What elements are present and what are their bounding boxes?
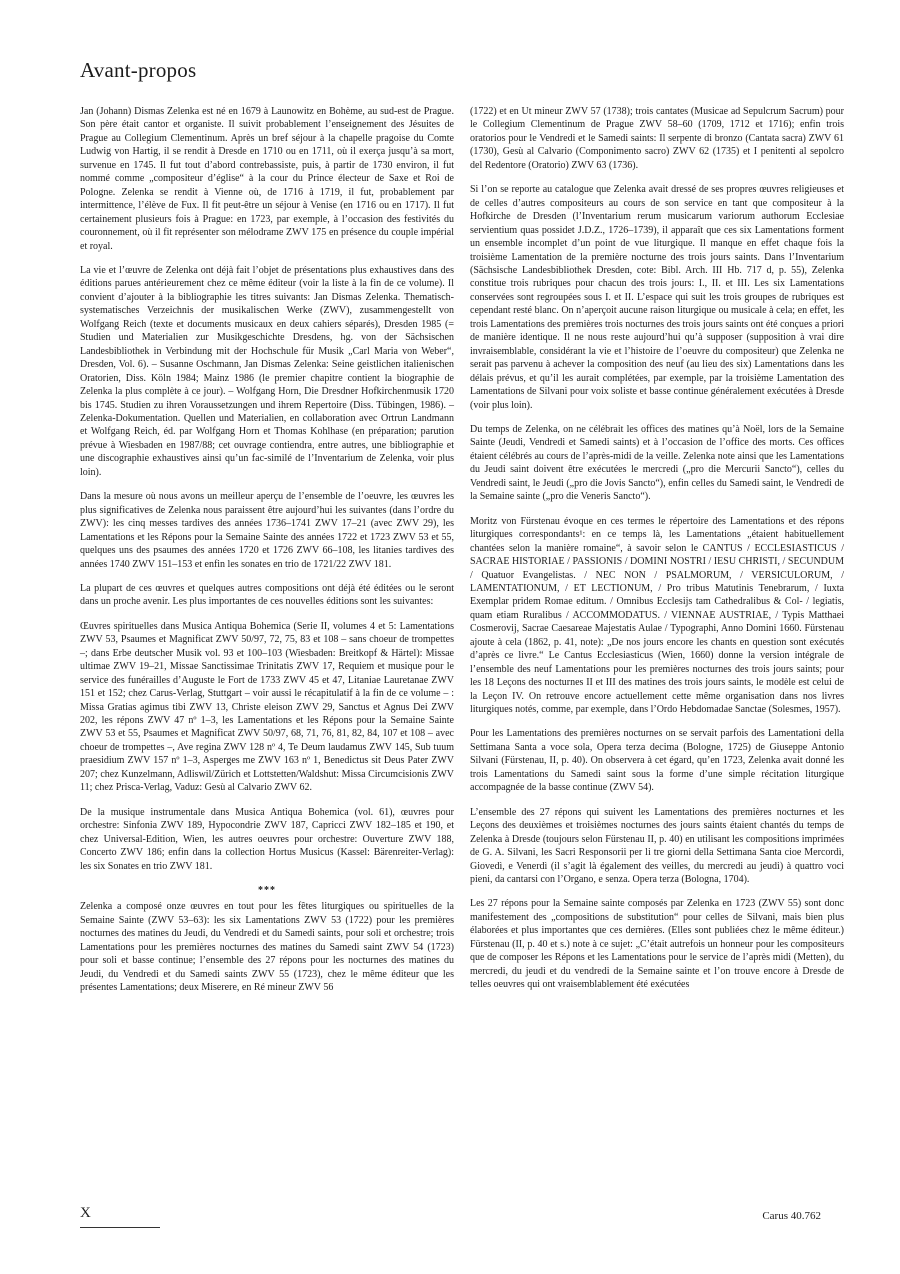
paragraph-instrumental-works: De la musique instrumentale dans Musica Antiqua Bohemica (vol. 61), œuvres pour orchestre: Sinfonia ZWV 189, Hypocondrie ZWV 187, Capricci ZWV 182–185 et 190, et chez Universal-Edition, Wien, les autres oeuvres pour orchestre: Ouverture ZWV 188, Concerto ZWV 186; enfin dans la collection Hortus Musicus (Kassel: Bärenreiter-Verlag): les six Sonates en trio ZWV 181. — [80, 806, 454, 872]
page-title: Avant-propos — [80, 58, 197, 82]
paragraph-furstenau: Moritz von Fürstenau évoque en ces termes le répertoire des Lamentations et des répons liturgiques correspondants¹: en ce temps là, les Lamentations „étaient habituellement chantées selon la manière romaine“, à savoir selon le CANTUS / ECCLESIASTICUS / SACRAE HISTORIAE / PASSIONIS / DOMINI NOSTRI / IESU CHRISTI, / SECUNDUM / Quatuor Evangelistas. / NEC NON / PSALMORUM, / VERSICULORUM, / LAMENTATIONUM, / ET LECTIONUM, / Pro tribus Matutinis Tenebrarum, / Iuxta Exemplar pridem Romae editum. / Omnibus Ecclesijs tam Cathedralibus & Col- / legiatis, quam etiam Ruralibus / ACCOMMODATUS. / VIENNAE AUSTRIAE, / Typis Matthaei Cosmerovij, Sacrae Caesareae Majestatis Aulae / Typographi, Anno Domini 1660. Fürstenau ajoute à cela (1862, p. 41, note): „De nos jours encore les chants en question sont exécutés d’après ce livre.“ Le Cantus Ecclesiasticus (Wien, 1660) donne la version intégrale de l’ensemble des neuf Lamentations pour les premières nocturnes des trois jours saints; pour les 18 Leçons des nocturnes II et III des matines des trois jours saints, le modèle est celui de la Leçon IV. On retrouve encore actuellement cette même organisation dans nos livres liturgiques notés, comme, par exemple, dans l’Ordo Hebdomadae Sanctae (Solesmes, 1957). — [470, 515, 844, 716]
paragraph-silvani-lamentations: Pour les Lamentations des premières nocturnes on se servait parfois des Lamentationi della Settimana Santa a voce sola, Opera terza decima (Bologne, 1725) de Giuseppe Antonio Silvani (Fürstenau, II, p. 40). On observera à cet égard, qu’en 1723, Zelenka avait donné les trois Lamentations du Samedi saint sous la forme d’une simple récitation liturgique accompagnée de la basse continue (ZWV 54). — [470, 728, 844, 794]
paragraph-oratorios: (1722) et en Ut mineur ZWV 57 (1738); trois cantates (Musicae ad Sepulcrum Sacrum) pour le Collegium Clementinum de Prague ZWV 58–60 (1709, 1712 et 1716); enfin trois oratorios pour le Vendredi et le Samedi saints: Il serpente di bronzo (Cantata sacra) ZWV 61 (1730), Gesù al Calvario (Componimento sacro) ZWV 62 (1735) et I penitenti al sepolcro del Redentore (Oratorio) ZWV 63 (1736). — [470, 106, 844, 171]
paragraph-biography: Jan (Johann) Dismas Zelenka est né en 1679 à Launowitz en Bohème, au sud-est de Prague. Son père était cantor et organiste. Il suivit probablement l’enseignement des Jésuites de Prague au Collegium Clementinum. Après un bref séjour à la chapelle pragoise du Comte Ludwig von Hartig, il se rendit à Dresde en 1710 ou en 1711, où il exerça jusqu’à sa mort, survenue en 1745. Il fut tout d’abord contrebassiste, puis, à partir de 1730 environ, il fut nommé comme „compositeur d’église“ à la cour du Prince électeur de Saxe et Roi de Pologne. Zelenka se rendit à Vienne où, de 1716 à 1719, il fut, probablement par intermittence, l’élève de Fux. Il fit peut-être un séjour à Venise (en 1716 ou en 1717). Il fut certainement plusieurs fois à Prague: en 1723, par exemple, à l’occasion des festivités du couronnement, où il fit représenter son mélodrame ZWV 175 en présence du couple impérial et royal. — [80, 106, 454, 252]
paragraph-significant-works: Dans la mesure où nous avons un meilleur aperçu de l’ensemble de l’oeuvre, les œuvres les plus significatives de Zelenka nous paraissent être aujourd’hui les suivantes (dans l’ordre du ZWV): les cinq messes tardives des années 1736–1741 ZWV 17–21 (avec ZWV 29), les Lamentations et les Répons pour la Semaine Sainte des années 1722 et 1723 ZWV 53 et 55, quelques uns des psaumes des années 1720 et 1726 ZWV 66–108, les litanies tardives des années 1740 ZWV 151–153 et enfin les sonates en trio de 1721/22 ZWV 181. — [80, 491, 454, 570]
footer-divider — [80, 1227, 160, 1228]
paragraph-responses: L’ensemble des 27 répons qui suivent les Lamentations des premières nocturnes et les Leçons des deuxièmes et troisièmes nocturnes des jours saints étaient chantés du temps de Zelenka à Dresde (toujours selon Fürstenau II, p. 40) en utilisant les compositions imprimées de G. A. Silvani, les Sacri Responsorii per li tre giorni della Settimana Santa cioe Mercordì, Giovedì, e Venerdì (il s’agit là également des veilles, du mercredi au jeudi) à quattro voci pieni, da cantarsi con l’Organo, e senza. Opera terza (Bologna, 1704). — [470, 806, 844, 886]
paragraph-matins: Du temps de Zelenka, on ne célébrait les offices des matines qu’à Noël, lors de la Semaine Sainte (Jeudi, Vendredi et Samedi saints) et à l’occasion de l’office des morts. Ces offices étaient célébrés au cours de l’après-midi de la veille. Zelenka note ainsi que les Lamentations du Jeudi saint doivent être exécutées le mercredi („pro die Mercurii Sancto“), celles du Vendredi saint, le Jeudi („pro die Jovis Sancto“), enfin celles du Samedi saint, le Vendredi de la Semaine sainte („pro die Veneris Sancto“). — [470, 423, 844, 503]
paragraph-bibliography: La vie et l’œuvre de Zelenka ont déjà fait l’objet de présentations plus exhaustives dans des éditions parues antérieurement chez ce même éditeur (voir la liste à la fin de ce volume). Il convient d’ajouter à la bibliographie les titres suivants: Jan Dismas Zelenka. Thematisch-systematisches Verzeichnis der musikalischen Werke (ZWV), zusammengestellt von Wolfgang Reich (texte et documents musicaux en deux cahiers séparés), Dresden 1985 (= Studien und Materialien zur Musikgeschichte Dresdens, hg. von der Sächsischen Landesbibliothek in Verbindung mit der Hochschule für Musik „Carl Maria von Weber“, Dresden, Vol. 6). – Susanne Oschmann, Jan Dismas Zelenka: Seine geistlichen italienischen Oratorien, Diss. Köln 1984; Mainz 1986 (le premier chapitre contient la biographie de Zelenka la plus complète à ce jour). – Wolfgang Horn, Die Dresdner Hofkirchenmusik 1720 bis 1745. Studien zu ihren Voraussetzungen und ihrem Repertoire (Diss. Tübingen, 1986). – Zelenka-Dokumentation. Quellen und Materialien, en collaboration avec Ortrun Landmann et Wolfgang Reich, éd. par Wolfgang Horn et Thomas Kohlhase (en préparation; parution prévue à Wiesbaden en 1987/88; cet ouvrage contiendra, entre autres, une bibliographie et une discographie exhaustives ainsi qu’un fac-similé de l’Inventarium de Zelenka, voir plus loin). — [80, 264, 454, 478]
publisher-reference: Carus 40.762 — [762, 1210, 821, 1222]
right-text-column — [470, 105, 844, 1003]
paragraph-zwv55: Les 27 répons pour la Semaine sainte composés par Zelenka en 1723 (ZWV 55) sont donc manifestement des „compositions de substitution“ pour celles de Silvani, mais bien plus élaborées et plus importantes que ces dernières. (Elles sont publiées chez le même éditeur.) Fürstenau (II, p. 40 et s.) note à ce sujet: „C’était autrefois un honneur pour les compositeurs que de composer les Répons et les Lamentations pour le service de l’après midi (Metten), du mercredi, du jeudi et du vendredi de la Semaine sainte et l’on trouve encore à Dresde de telles oeuvres qui ont vraisemblablement été exécutées — [470, 898, 844, 991]
paragraph-inventarium: Si l’on se reporte au catalogue que Zelenka avait dressé de ses propres œuvres religieuses et de celles d’autres compositeurs au cours de son service en tant que compositeur à la Hofkirche de Dresden (l’Inventarium rerum musicarum variorum authorum Ecclesiae servientium quas possidet J.D.Z., 1726–1739), il apparaît que ces six Lamentations forment un ensemble incomplet d’un point de vue liturgique. Il manque en effet chaque fois la troisième Lamentation de la première nocturne des trois jours saints. Dans l’Inventarium (Sächsische Landesbibliothek Dresden, cote: Bibl. Arch. III Hb. 717 d, p. 55), Zelenka constitue trois rubriques pour chacun des trois jours: I., II. et III. Les six Lamentations conservées sont regroupées sous I. et II. L’espace qui suit les trois groupes de rubriques est cependant resté blanc. On n’aperçoit aucune raison liturgique ou musicale à cela; en effet, les trois Lamentations des premières trois nocturnes des trois jours saints ont été conçues a priori de manière identique. Il ne nous reste aujourd’hui qu’à supposer (supposition à vrai dire invraisemblable, considérant la vie et l’histoire de l’oeuvre du compositeur) que Zelenka ne serait pas parvenu à achever la composition des neuf (au lieu des six) Lamentations dans les délais prévus, et qu’il les aurait complétées, par exemple, par la troisième Lamentation des Lamentations de Silvani pour voix soliste et basse continue généralement exécutées à Dresde (voir plus loin). — [470, 184, 844, 411]
paragraph-spiritual-works: Œuvres spirituelles dans Musica Antiqua Bohemica (Serie II, volumes 4 et 5: Lamentations ZWV 53, Psaumes et Magnificat ZWV 50/97, 72, 75, 83 et 108 – sans choeur de trompettes –; dans Erbe deutscher Musik vol. 93 et 100–103 (Wiesbaden: Breitkopf & Härtel): Missae ultimae ZWV 19–21, Missae Sanctissimae Trinitatis ZWV 17, Requiem et musique pour le service des funérailles d’Auguste le Fort de 1733 ZWV 45 et 47, Litaniae Lauretanae ZWV 151 et 152; chez Carus-Verlag, Stuttgart – voir aussi le récapitulatif à la fin de ce volume – : Missa Gratias agimus tibi ZWV 13, Christe eleison ZWV 29, Sanctus et Agnus Dei ZWV 202, les répons ZWV 47 nº 1–3, les Lamentations et les Répons pour la Semaine Sainte ZWV 53 et 55, Psaumes et Magnificat ZWV 50/97, 68, 71, 76, 81, 82, 84, 107 et 108 – avec choeur de trompettes –, Ave regina ZWV 128 nº 4, Te Deum laudamus ZWV 145, Sub tuum praesidium ZWV 157 nº 1–3, Asperges me ZWV 163 nº 1, Benedictus sit Deus Pater ZWV 207; chez Kunzelmann, Adliswil/Zürich et Lottstetten/Waldshut: Missa Circumcisionis ZWV 11; chez Prisca-Verlag, Vaduz: Gesù al Calvario ZWV 62. — [80, 620, 454, 794]
left-text-column — [80, 105, 454, 1006]
page-number: X — [80, 1205, 91, 1221]
paragraph-holy-week-works: Zelenka a composé onze œuvres en tout pour les fêtes liturgiques ou spirituelles de la Semaine Sainte (ZWV 53–63): les six Lamentations ZWV 53 (1722) pour les premières nocturnes des matines du Jeudi, du Vendredi et du Samedi saints, pour soli et orchestre; trois Lamentations pour les premières nocturnes des matines du Samedi saint ZWV 54 (1723) pour soli et basse continue; l’ensemble des 27 répons pour les nocturnes des matines du Jeudi, du Vendredi et du Samedi saints ZWV 55 (1723), chez le même éditeur que les présentes Lamentations; deux Miserere, en Ré mineur ZWV 56 — [80, 901, 454, 994]
paragraph-editions-intro: La plupart de ces œuvres et quelques autres compositions ont déjà été éditées ou le seront dans un proche avenir. Les plus importantes de ces nouvelles éditions sont les suivantes: — [80, 582, 454, 608]
section-separator: *** — [258, 885, 276, 897]
